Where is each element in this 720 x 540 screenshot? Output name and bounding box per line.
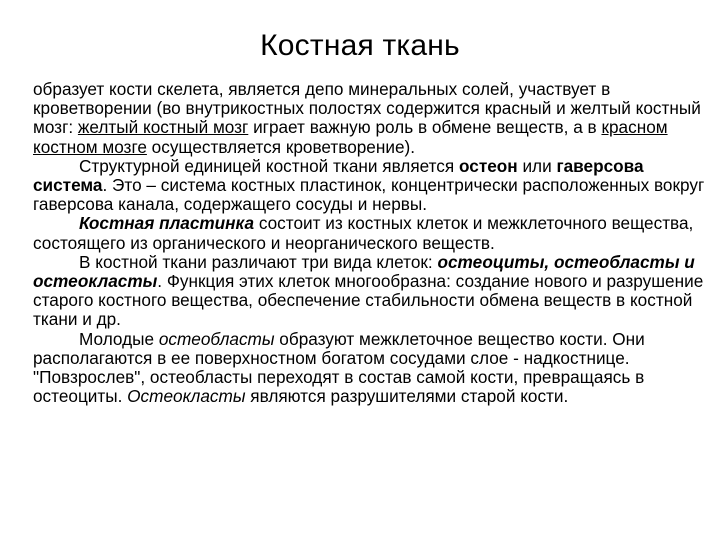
text-run: образует кости скелета, является депо минеральных солей, участвует в кроветворении (во внутрикостных полостях содержится красный и желтый костный мозг: [33, 79, 701, 138]
text-run: или [517, 155, 557, 176]
paragraph-bone-lamella [33, 214, 713, 252]
text-run: образуют межклеточное вещество кости. Они располагаются в ее поверхностном богатом сосудами слое - надкостнице. "Повзрослев", остеобласты переходят в состав самой кости, превращаясь в остеоциты. [33, 328, 645, 407]
text-run: состоит из костных клеток и межклеточного вещества, состоящего из органического и неорганического веществ. [33, 213, 694, 253]
italic-term-osteoblasts: остеобласты [158, 328, 275, 349]
paragraph-cell-types [33, 253, 713, 330]
bold-italic-term-cell-types: остеоциты, остеобласты и остеокласты [33, 251, 695, 292]
italic-term-osteoclasts: Остеокласты [127, 386, 246, 407]
bold-term-osteon: остеон [458, 155, 518, 176]
underlined-term-red-marrow: красном костном мозге [33, 117, 668, 157]
bold-italic-term-bone-lamella: Костная пластинка [79, 213, 255, 234]
text-run: Структурной единицей костной ткани является [79, 155, 459, 176]
bold-term-haversian-system: гаверсова система [33, 155, 644, 196]
text-run: . Это – система костных пластинок, концентрически расположенных вокруг гаверсова канала, содержащего сосуды и нервы. [33, 175, 705, 215]
slide-body [33, 80, 713, 406]
paragraph-bone-functions [33, 80, 713, 157]
text-run: Молодые [79, 328, 159, 349]
underlined-term-yellow-marrow: желтый костный мозг [77, 117, 249, 138]
text-run: . Функция этих клеток многообразна: создание нового и разрушение старого костного вещества, обеспечение стабильности обмена веществ в костной ткани и др. [33, 271, 704, 330]
text-run: играет важную роль в обмене веществ, а в [248, 117, 602, 138]
paragraph-osteoblasts [33, 330, 713, 407]
text-run: осуществляется кроветворение). [146, 136, 416, 157]
slide-title: Костная ткань [260, 29, 460, 62]
text-run: являются разрушителями старой кости. [245, 386, 569, 407]
text-run: В костной ткани различают три вида клеток: [79, 251, 438, 272]
paragraph-osteon [33, 157, 713, 215]
